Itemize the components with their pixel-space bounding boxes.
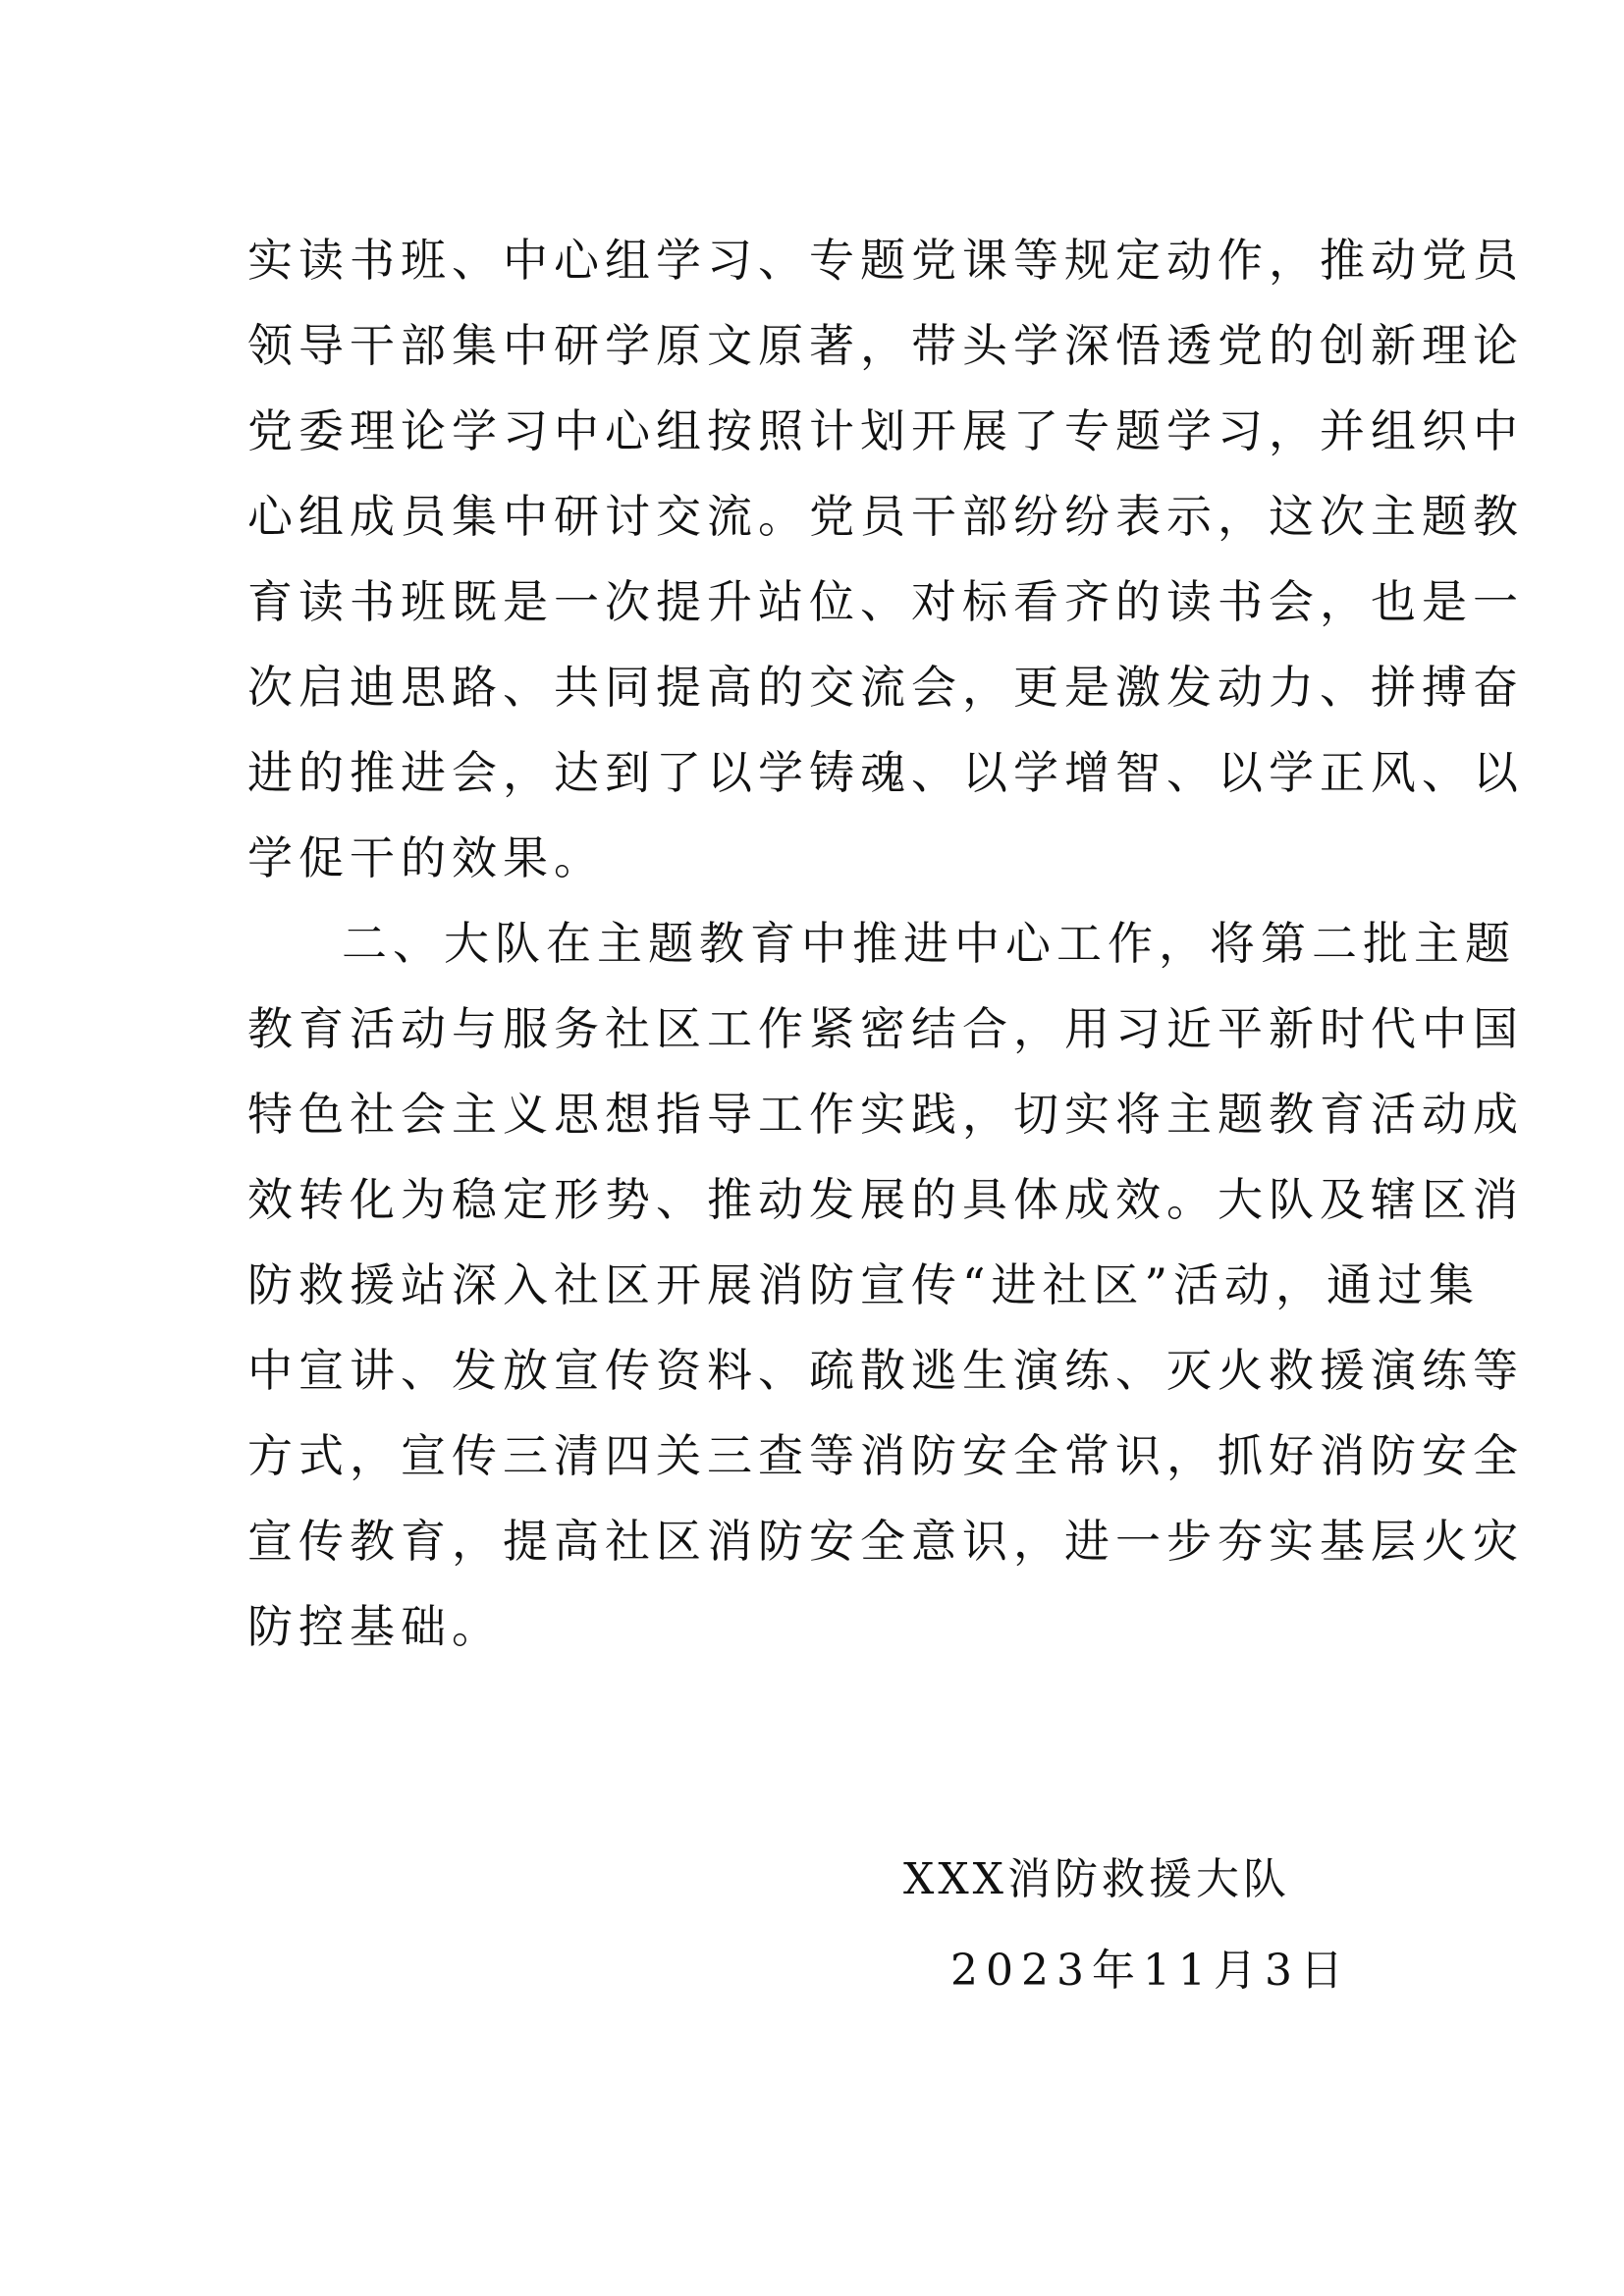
text-line: 防救援站深入社区开展消防宣传“进社区”活动，通过集 [247, 1258, 1481, 1311]
text-line: 学促干的效果。 [247, 831, 605, 884]
text-line: 进的推进会，达到了以学铸魂、以学增智、以学正风、以 [247, 746, 1524, 799]
text-line: 次启迪思路、共同提高的交流会，更是激发动力、拼搏奋 [247, 661, 1524, 714]
text-line: 防控基础。 [247, 1600, 503, 1653]
signature-date: 2023年11月3日 [950, 1946, 1351, 1996]
document-body [247, 218, 1524, 1670]
paragraph-2 [247, 901, 1524, 1670]
text-line: 党委理论学习中心组按照计划开展了专题学习，并组织中 [247, 404, 1524, 457]
paragraph-1 [247, 218, 1524, 901]
text-line: 效转化为稳定形势、推动发展的具体成效。大队及辖区消 [247, 1173, 1524, 1226]
text-line: 实读书班、中心组学习、专题党课等规定动作，推动党员 [247, 234, 1524, 287]
text-line: 心组成员集中研讨交流。党员干部纷纷表示，这次主题教 [247, 490, 1524, 543]
text-line: 二、大队在主题教育中推进中心工作，将第二批主题 [342, 917, 1516, 970]
text-line: 教育活动与服务社区工作紧密结合，用习近平新时代中国 [247, 1002, 1524, 1055]
text-line: 特色社会主义思想指导工作实践，切实将主题教育活动成 [247, 1088, 1524, 1141]
text-line: 中宣讲、发放宣传资料、疏散逃生演练、灭火救援演练等 [247, 1344, 1524, 1397]
text-line: 方式，宣传三清四关三查等消防安全常识，抓好消防安全 [247, 1429, 1524, 1482]
text-line: 育读书班既是一次提升站位、对标看齐的读书会，也是一 [247, 575, 1524, 628]
text-line: 宣传教育，提高社区消防安全意识，进一步夯实基层火灾 [247, 1515, 1524, 1568]
signature-organization: XXX消防救援大队 [903, 1854, 1290, 1904]
text-line: 领导干部集中研学原文原著，带头学深悟透党的创新理论 [247, 319, 1524, 372]
